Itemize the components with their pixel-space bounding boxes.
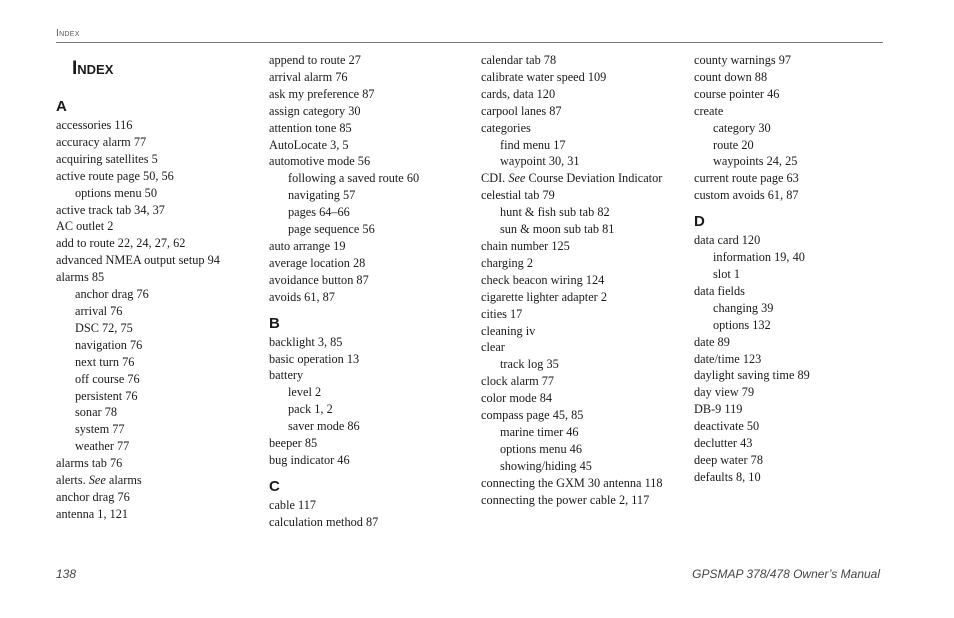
see-target: alarms	[105, 473, 142, 488]
index-section-letter: B	[269, 314, 280, 332]
entry-term: alerts.	[56, 473, 89, 488]
page-number: 138	[56, 567, 77, 581]
index-entry: average location 28	[269, 255, 366, 270]
index-entry: backlight 3, 85	[269, 334, 343, 349]
index-subentry: navigation 76	[75, 337, 143, 352]
index-entry: arrival alarm 76	[269, 69, 348, 84]
index-entry: celestial tab 79	[481, 188, 555, 203]
index-column-3	[481, 52, 686, 508]
see-target: Course Deviation Indicator	[525, 171, 663, 186]
index-entry: active route page 50, 56	[56, 168, 174, 183]
index-entry: accuracy alarm 77	[56, 134, 147, 149]
index-entry: date/time 123	[694, 351, 762, 366]
index-entry: cleaning iv	[481, 323, 536, 338]
index-entry: antenna 1, 121	[56, 506, 129, 521]
index-entry: carpool lanes 87	[481, 103, 562, 118]
index-entry: data fields	[694, 283, 745, 298]
index-entry: custom avoids 61, 87	[694, 188, 799, 203]
index-subentry: navigating 57	[288, 188, 356, 203]
index-subentry: find menu 17	[500, 137, 566, 152]
index-entry: automotive mode 56	[269, 154, 371, 169]
index-entry: cards, data 120	[481, 86, 556, 101]
index-subentry: options 132	[713, 317, 771, 332]
index-entry: course pointer 46	[694, 86, 780, 101]
index-entry: bug indicator 46	[269, 452, 350, 467]
index-subentry: route 20	[713, 137, 754, 152]
index-subentry: sonar 78	[75, 405, 118, 420]
index-entry: county warnings 97	[694, 53, 791, 67]
index-subentry: marine timer 46	[500, 424, 579, 439]
index-entry: current route page 63	[694, 171, 799, 186]
index-entry: create	[694, 103, 724, 118]
index-entry: color mode 84	[481, 391, 553, 406]
index-entry: categories	[481, 120, 531, 135]
index-entry: auto arrange 19	[269, 238, 346, 253]
index-entry	[56, 472, 261, 489]
index-entry: data card 120	[694, 233, 761, 248]
index-entry	[481, 170, 686, 187]
index-section-letter: C	[269, 477, 280, 495]
index-column-2	[269, 52, 474, 531]
index-subentry: following a saved route 60	[288, 171, 420, 186]
index-entry: append to route 27	[269, 53, 361, 67]
index-entry: cities 17	[481, 306, 523, 321]
index-subentry: anchor drag 76	[75, 287, 149, 302]
index-entry: avoidance button 87	[269, 272, 369, 287]
see-reference: See	[88, 473, 106, 488]
index-subentry: next turn 76	[75, 354, 135, 369]
index-entry: add to route 22, 24, 27, 62	[56, 236, 186, 251]
index-entry: DB-9 119	[694, 402, 743, 417]
index-entry: ask my preference 87	[269, 86, 375, 101]
index-section-letter: A	[56, 98, 67, 115]
index-subentry: saver mode 86	[288, 419, 360, 434]
index-entry: basic operation 13	[269, 351, 360, 366]
index-subentry: sun & moon sub tab 81	[500, 222, 615, 237]
index-subentry: changing 39	[713, 300, 774, 315]
index-entry: acquiring satellites 5	[56, 151, 158, 166]
index-subentry: category 30	[713, 120, 771, 135]
index-entry: declutter 43	[694, 436, 753, 451]
index-subentry: showing/hiding 45	[500, 458, 592, 473]
index-entry: connecting the GXM 30 antenna 118	[481, 475, 663, 490]
index-subentry: options menu 50	[75, 185, 157, 200]
index-entry: avoids 61, 87	[269, 289, 335, 304]
index-subentry: weather 77	[75, 439, 130, 454]
index-subentry: information 19, 40	[713, 250, 805, 265]
index-entry: deactivate 50	[694, 419, 760, 434]
index-column-4	[694, 52, 899, 486]
index-entry: daylight saving time 89	[694, 368, 810, 383]
index-subentry: pages 64–66	[288, 205, 350, 220]
index-entry: active track tab 34, 37	[56, 202, 165, 217]
index-entry: date 89	[694, 334, 730, 349]
index-subentry: slot 1	[713, 266, 740, 281]
index-entry: defaults 8, 10	[694, 469, 761, 484]
index-entry: alarms tab 76	[56, 456, 123, 471]
index-entry: beeper 85	[269, 436, 318, 451]
index-entry: alarms 85	[56, 270, 105, 285]
index-column-1	[56, 52, 261, 523]
index-subentry: waypoints 24, 25	[713, 154, 798, 169]
index-entry: chain number 125	[481, 238, 570, 253]
index-entry: anchor drag 76	[56, 489, 130, 504]
index-subentry: off course 76	[75, 371, 140, 386]
manual-title: GPSMAP 378/478 Owner’s Manual	[692, 567, 880, 581]
index-entry: AC outlet 2	[56, 219, 114, 234]
page-title: Index	[72, 58, 114, 79]
index-entry: battery	[269, 368, 304, 383]
index-subentry: DSC 72, 75	[75, 320, 133, 335]
index-entry: accessories 116	[56, 118, 133, 132]
index-entry: connecting the power cable 2, 117	[481, 492, 650, 507]
see-reference: See	[508, 171, 526, 186]
index-subentry: persistent 76	[75, 388, 138, 403]
index-subentry: level 2	[288, 385, 322, 400]
index-entry: cigarette lighter adapter 2	[481, 289, 607, 304]
index-entry: clear	[481, 340, 505, 355]
index-entry: deep water 78	[694, 452, 763, 467]
header-rule	[56, 42, 883, 43]
index-subentry: track log 35	[500, 357, 559, 372]
index-subentry: system 77	[75, 422, 125, 437]
index-entry: attention tone 85	[269, 120, 352, 135]
index-entry: compass page 45, 85	[481, 408, 584, 423]
index-subentry: options menu 46	[500, 441, 582, 456]
index-subentry: pack 1, 2	[288, 402, 333, 417]
index-subentry: waypoint 30, 31	[500, 154, 580, 169]
index-entry: AutoLocate 3, 5	[269, 137, 349, 152]
index-entry: advanced NMEA output setup 94	[56, 253, 220, 268]
index-entry: calibrate water speed 109	[481, 69, 607, 84]
index-entry: assign category 30	[269, 103, 361, 118]
index-subentry: hunt & fish sub tab 82	[500, 205, 610, 220]
index-entry: check beacon wiring 124	[481, 272, 605, 287]
index-entry: calendar tab 78	[481, 53, 557, 67]
index-entry: calculation method 87	[269, 514, 379, 529]
entry-term: CDI.	[481, 171, 509, 186]
index-entry: charging 2	[481, 255, 534, 270]
index-subentry: page sequence 56	[288, 222, 375, 237]
index-entry: cable 117	[269, 497, 317, 512]
index-entry: clock alarm 77	[481, 374, 555, 389]
index-entry: day view 79	[694, 385, 755, 400]
running-header: Index	[56, 28, 80, 39]
index-subentry: arrival 76	[75, 303, 123, 318]
index-entry: count down 88	[694, 69, 768, 84]
index-section-letter: D	[694, 213, 705, 231]
